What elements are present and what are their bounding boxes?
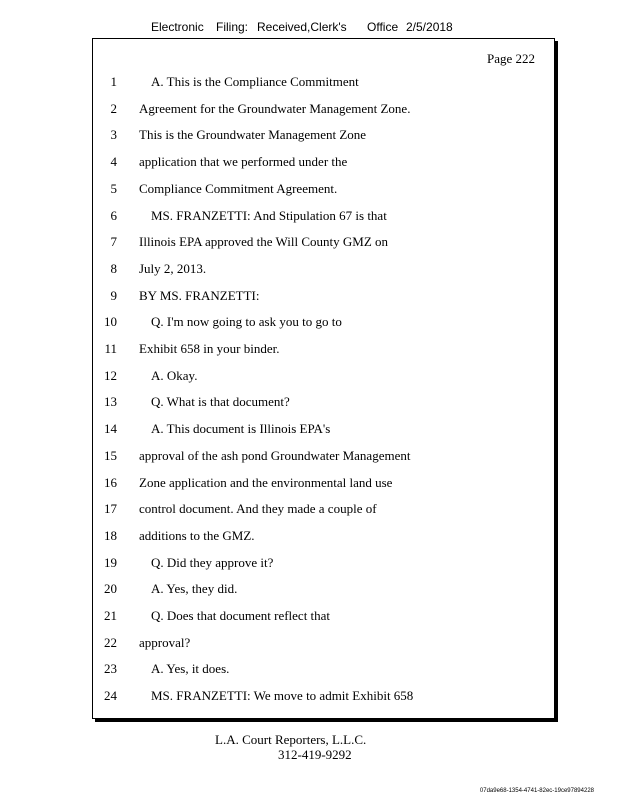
- filing-header-word: Electronic: [151, 20, 204, 34]
- line-number: 24: [104, 688, 117, 704]
- line-text: application that we performed under the: [139, 154, 348, 170]
- footer-phone: 312-419-9292: [278, 747, 352, 762]
- line-text: July 2, 2013.: [139, 260, 207, 276]
- line-number: 1: [110, 74, 117, 89]
- line-text: approval of the ash pond Groundwater Management: [139, 447, 411, 463]
- transcript-line: [93, 286, 554, 306]
- transcript-line: [93, 499, 554, 519]
- transcript-line: [93, 686, 554, 706]
- transcript-line: [93, 72, 554, 92]
- line-number: 21: [104, 608, 117, 623]
- transcript-line: [93, 606, 554, 626]
- line-text: Q. Did they approve it?: [151, 554, 274, 570]
- transcript-line: [93, 659, 554, 679]
- line-text: Agreement for the Groundwater Management Zone.: [139, 100, 411, 116]
- line-number: 19: [104, 554, 117, 570]
- transcript-line: [93, 419, 554, 439]
- line-number: 8: [110, 260, 117, 276]
- transcript-line: [93, 526, 554, 546]
- filing-header-word: Filing:: [216, 20, 249, 34]
- line-text: A. Okay.: [151, 367, 198, 383]
- line-number: 12: [104, 367, 117, 383]
- transcript-page: [92, 38, 555, 719]
- transcript-line: [93, 392, 554, 412]
- line-text: MS. FRANZETTI: And Stipulation 67 is that: [151, 207, 387, 223]
- line-number: 23: [104, 661, 117, 677]
- line-text: A. Yes, it does.: [151, 661, 230, 677]
- line-number: 11: [104, 341, 117, 356]
- line-text: control document. And they made a couple of: [139, 501, 377, 517]
- line-text: Q. I'm now going to ask you to go to: [151, 314, 342, 330]
- line-text: A. This is the Compliance Commitment: [151, 74, 359, 89]
- transcript-line: [93, 259, 554, 279]
- line-number: 20: [104, 581, 117, 597]
- line-text: additions to the GMZ.: [139, 527, 255, 543]
- footer-company: L.A. Court Reporters, L.L.C.: [215, 732, 367, 747]
- transcript-line: [93, 473, 554, 493]
- line-text: This is the Groundwater Management Zone: [139, 127, 367, 143]
- line-text: Q. Does that document reflect that: [151, 608, 331, 623]
- transcript-line: [93, 206, 554, 226]
- transcript-line: [93, 179, 554, 199]
- transcript-line: [93, 125, 554, 145]
- line-number: 6: [110, 207, 117, 223]
- transcript-line: [93, 152, 554, 172]
- line-number: 16: [104, 474, 117, 490]
- transcript-line: [93, 633, 554, 653]
- line-number: 14: [104, 421, 117, 437]
- line-number: 10: [104, 314, 117, 330]
- line-text: Zone application and the environmental land use: [139, 474, 393, 490]
- line-number: 17: [104, 501, 117, 517]
- transcript-line: [93, 366, 554, 386]
- line-text: Illinois EPA approved the Will County GMZ on: [139, 234, 389, 250]
- line-text: Q. What is that document?: [151, 394, 290, 410]
- line-text: BY MS. FRANZETTI:: [139, 287, 260, 303]
- filing-header-word: 2/5/2018: [406, 20, 453, 34]
- line-text: Compliance Commitment Agreement.: [139, 180, 338, 196]
- line-text: A. Yes, they did.: [151, 581, 238, 597]
- transcript-line: [93, 99, 554, 119]
- line-text: approval?: [139, 634, 191, 650]
- document-id: 07da9e68-1354-4741-82ec-19ce97894228: [479, 788, 594, 794]
- transcript-line: [93, 553, 554, 573]
- line-number: 3: [110, 127, 117, 143]
- line-number: 15: [104, 447, 117, 463]
- line-number: 2: [110, 100, 117, 116]
- transcript-line: [93, 579, 554, 599]
- line-number: 7: [110, 234, 117, 250]
- transcript-line: [93, 339, 554, 359]
- filing-header-word: Received,Clerk's: [257, 20, 347, 34]
- line-number: 5: [110, 180, 117, 196]
- page-number: Page 222: [486, 51, 535, 66]
- line-text: A. This document is Illinois EPA's: [151, 421, 331, 437]
- filing-header-word: Office: [367, 20, 399, 34]
- line-number: 4: [110, 154, 117, 170]
- line-text: MS. FRANZETTI: We move to admit Exhibit 658: [151, 688, 414, 704]
- line-number: 22: [104, 634, 117, 650]
- transcript-line: [93, 312, 554, 332]
- line-text: Exhibit 658 in your binder.: [139, 341, 280, 356]
- line-number: 13: [104, 394, 117, 410]
- transcript-line: [93, 232, 554, 252]
- line-number: 9: [110, 287, 117, 303]
- line-number: 18: [104, 527, 117, 543]
- transcript-line: [93, 446, 554, 466]
